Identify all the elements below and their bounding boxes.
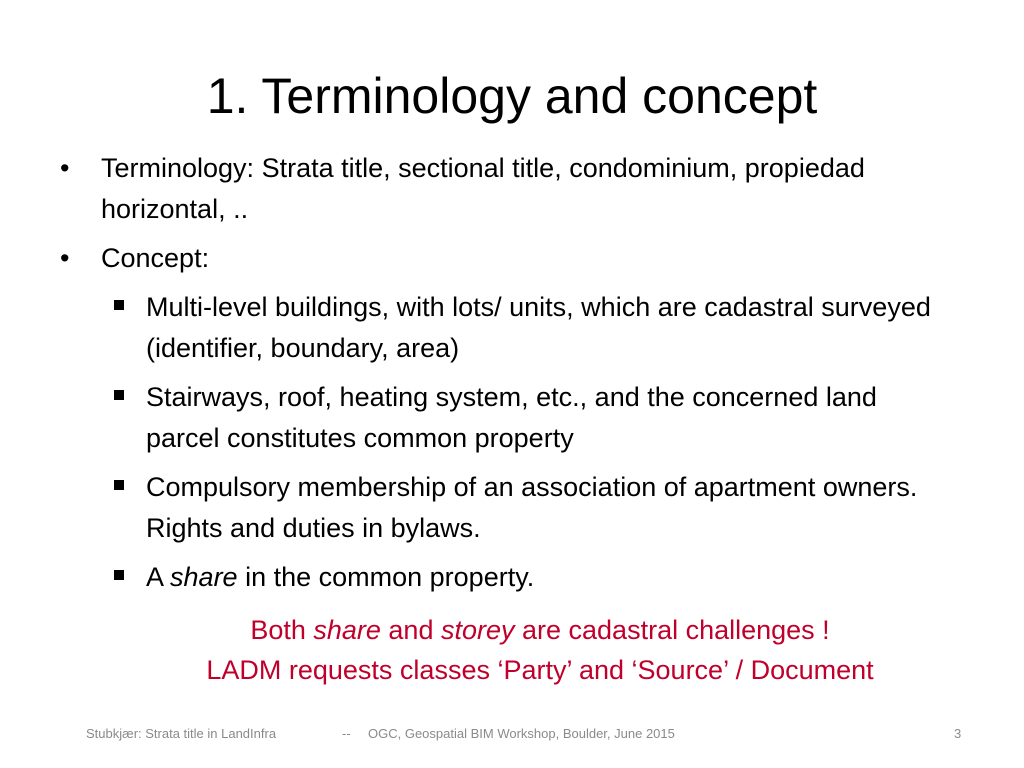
highlight-text: Both <box>250 615 314 645</box>
sub-bullet-text-before: A <box>146 562 171 592</box>
footer-separator: -- <box>342 726 351 741</box>
sub-bullet-share <box>56 557 956 598</box>
bullet-text: Terminology: Strata title, sectional title, condominium, propiedad horizontal, .. <box>101 153 865 224</box>
sub-bullet-text: Stairways, roof, heating system, etc., and the concerned land parcel constitutes common property <box>146 382 877 453</box>
slide-title: 1. Terminology and concept <box>206 68 818 124</box>
highlight-emphasis-share: share <box>313 615 381 645</box>
sub-bullet-common-property <box>56 377 956 459</box>
slide-content <box>56 148 956 606</box>
highlight-line-2: LADM requests classes ‘Party’ and ‘Source’ / Document <box>206 655 874 685</box>
highlight-emphasis-storey: storey <box>440 615 515 645</box>
highlight-text: are cadastral challenges ! <box>514 615 830 645</box>
sub-bullet-multilevel <box>56 287 956 369</box>
bullet-concept <box>56 238 956 279</box>
square-bullet-icon <box>114 570 124 580</box>
sub-bullet-text: Compulsory membership of an association of apartment owners. Rights and duties in bylaws. <box>146 472 918 543</box>
bullet-dot-icon: • <box>60 243 70 273</box>
highlight-text: and <box>380 615 441 645</box>
square-bullet-icon <box>114 390 124 400</box>
sub-bullet-emphasis: share <box>170 562 238 592</box>
highlight-line-1 <box>60 610 1020 650</box>
bullet-dot-icon: • <box>60 153 70 183</box>
bullet-terminology <box>56 148 956 230</box>
sub-bullet-text: Multi-level buildings, with lots/ units, which are cadastral surveyed (identifier, boundary, area) <box>146 292 931 363</box>
slide-number: 3 <box>954 726 962 741</box>
footer-author: Stubkjær: Strata title in LandInfra <box>86 726 277 741</box>
sub-bullet-membership <box>56 467 956 549</box>
square-bullet-icon <box>114 480 124 490</box>
sub-bullet-text-after: in the common property. <box>237 562 535 592</box>
bullet-text: Concept: <box>101 243 210 273</box>
footer-event: OGC, Geospatial BIM Workshop, Boulder, June 2015 <box>368 726 675 741</box>
square-bullet-icon <box>114 300 124 310</box>
